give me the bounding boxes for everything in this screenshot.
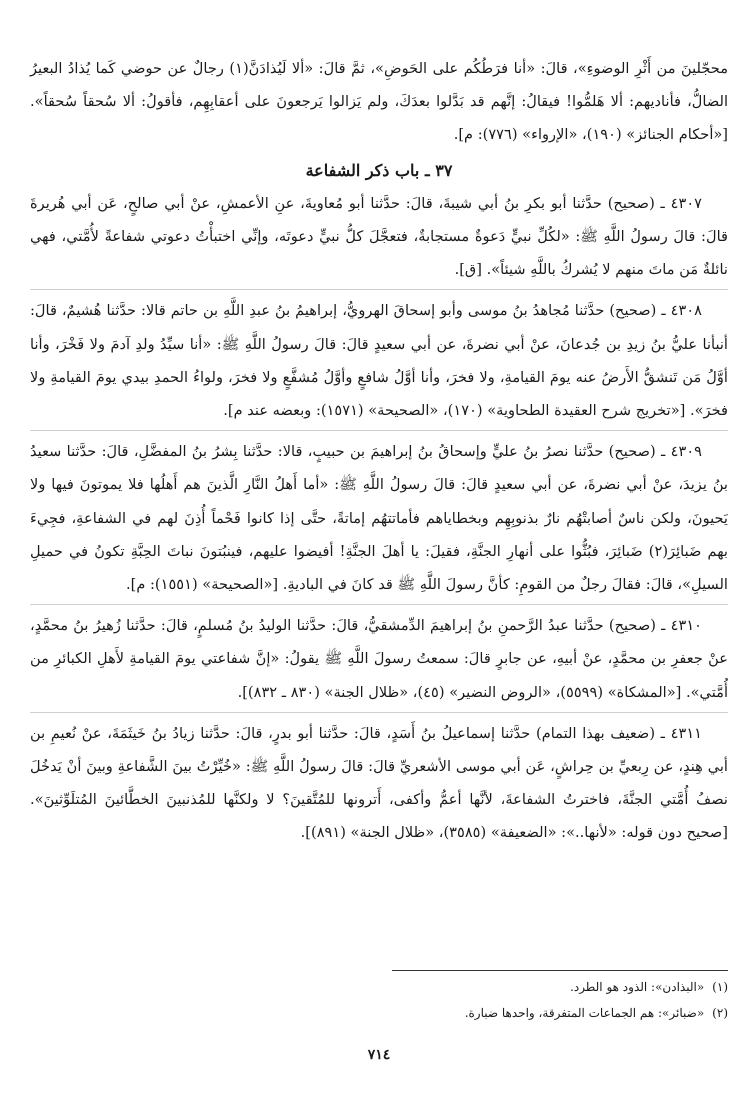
footnote-rule: [392, 970, 728, 971]
footnote-text: «ضبائر»: هم الجماعات المتفرقة، واحدها ضبارة.: [464, 1006, 705, 1020]
footnote-1: [30, 974, 728, 1000]
page-number: ٧١٤: [367, 1047, 391, 1063]
hadith-entry-4308: ٤٣٠٨ ـ (صحيح) حدَّثنا مُجاهدُ بنُ موسى وأبو إسحاقَ الهرويُّ، إبراهيمُ بنُ عبدِ اللَّهِ بن حاتم قالا: حدَّثنا هُشيمٌ، قالَ: أنبأنا عليُّ بنُ زيدِ بن جُدعانَ، عنْ أبي نضرةَ، عن أبي سعيدٍ قالَ: قالَ رسولُ اللَّهِ ﷺ: «أنا سيِّدُ ولدِ آدمَ ولا فَخْرَ، وأنا أوَّلُ مَن تَنشقُّ الأَرضُ عنه يومَ القيامةِ، ولا فخرَ، وأنا أوَّلُ شافعٍ وأوَّلُ مُشفَّعٍ ولا فخرَ، ولواءُ الحمدِ بيدي يومَ القيامةِ ولا فخرَ». [«تخريج شرح العقيدة الطحاوية» (١٧٠)، «الصحيحة» (١٥٧١): وبعضه عند م].: [30, 302, 728, 420]
section-divider: [30, 604, 728, 605]
hadith-entry-4311: ٤٣١١ ـ (ضعيف بهذا التمام) حدَّثنا إسماعيلُ بنُ أَسَدٍ، قالَ: حدَّثنا أبو بدرٍ، قالَ: حدَّثنا زيادُ بنُ خَيثَمَةَ، عنْ نُعيمِ بن أبي هِندٍ، عن رِبعيِّ بن حِراشٍ، عَن أبي موسى الأشعريِّ قالَ: قالَ رسولُ اللَّهِ ﷺ: «خُيِّرْتُ بينَ الشَّفاعةِ وبينَ أنْ يَدخُلَ نصفُ أُمَّتي الجنَّةَ، فاخترتُ الشفاعةَ، لأنَّها أعمُّ وأكفى، أَترونها للمُتَّقينَ؟ لا ولكنَّها للمُذنبينَ الخطَّائينَ المُتلَوِّثينَ». [صحيح دون قوله: «لأنها..»: «الضعيفة» (٣٥٨٥)، «ظلال الجنة» (٨٩١)].: [30, 724, 728, 842]
footnote-number: (٢): [712, 1006, 728, 1020]
section-divider: [30, 289, 728, 290]
hadith-entry-4310: ٤٣١٠ ـ (صحيح) حدَّثنا عبدُ الرَّحمنِ بنُ إبراهيمَ الدِّمشقيُّ، قالَ: حدَّثنا الوليدُ بنُ مُسلمٍ، قالَ: حدَّثنا زُهيرُ بنُ محمَّدٍ، عنْ جعفرِ بن محمَّدٍ، عنْ أبيهِ، عن جابرٍ قالَ: سمعتُ رسولَ اللَّهِ ﷺ يقولُ: «إنَّ شفاعتي يومَ القيامةِ لأَهلِ الكبائرِ من أُمَّتي». [«المشكاة» (٥٥٩٩)، «الروض النضير» (٤٥)، «ظلال الجنة» (٨٣٠ ـ ٨٣٢)].: [30, 617, 728, 701]
hadith-entry-4307: ٤٣٠٧ ـ (صحيح) حدَّثنا أبو بكرِ بنُ أبي شيبةَ، قالَ: حدَّثنا أبو مُعاويةَ، عنِ الأعمشِ، عنْ أبي صالحٍ، عَن أبي هُريرةَ قالَ: قالَ رسولُ اللَّهِ ﷺ: «لكُلِّ نبيٍّ دَعوةٌ مستجابةٌ، فتعجَّلَ كلُّ نبيٍّ دعوتَه، وإنِّي اختبأْتُ دعوتي شفاعةً لأُمَّتي، فهي نائلةٌ مَن ماتَ منهم لا يُشركُ باللَّهِ شيئاً». [ق].: [30, 194, 728, 279]
section-divider: [30, 430, 728, 431]
hadith-entry-4309: ٤٣٠٩ ـ (صحيح) حدَّثنا نصرُ بنُ عليٍّ وإسحاقُ بنُ إبراهيمَ بن حبيبٍ، قالا: حدَّثنا بِشرُ بنُ المفضَّلِ، قالَ: حدَّثنا سعيدُ بنُ يزيدَ، عنْ أبي نضرةَ، عن أبي سعيدٍ قالَ: قالَ رسولُ اللَّهِ ﷺ: «أما أَهلُ النَّارِ الَّذينَ هم أَهلُها فلا يموتونَ فيها ولا يَحيونَ، ولكن ناسٌ أصابتْهُم نارٌ بذنوبِهِم وبخطاياهم فأماتتهُم إماتةً، حتَّى إذا كانوا فَحْماً أُذِنَ لهم في الشفاعةِ، فجِيءَ بهم ضَبائِرَ(٢) ضَبائِرَ، فبُثُّوا على أنهارِ الجنَّةِ، فقيلَ: يا أهلَ الجنَّةِ! أفيضوا عليهم، فينبُتونَ نباتَ الحِبَّةِ تكونُ في حميلِ السيلِ»، قالَ: فقالَ رجلٌ من القومِ: كأنَّ رسولَ اللَّهِ ﷺ قد كانَ في الباديةِ. [«الصحيحة» (١٥٥١): م].: [30, 443, 728, 594]
document-page: [30, 52, 728, 1072]
section-divider: [30, 712, 728, 713]
footnote-2: [30, 1000, 728, 1026]
footnote-number: (١): [712, 980, 728, 994]
chapter-title: ٣٧ ـ باب ذكر الشفاعة: [305, 160, 453, 180]
intro-paragraph: محجّلينَ من أَثْرِ الوضوءِ»، قالَ: «أنا فرَطُكُم على الحَوضِ»، ثمَّ قالَ: «ألا لَيُذادَنَّ(١) رجالٌ عن حوضي كَما يُذادُ البعيرُ الضالُّ، فأناديهم: ألا هَلمُّوا! فيقالُ: إنَّهم قد بَدَّلوا بعدَكَ، ولم يَزالوا يَرجعونَ على أعقابِهِم، فأقولُ: ألا سُحقاً سُحقاً». [«أحكام الجنائز» (١٩٠)، «الإرواء» (٧٧٦): م].: [30, 60, 729, 144]
footnote-text: «البذادن»: الذود هو الطرد.: [570, 980, 705, 994]
footnotes: [30, 974, 728, 1026]
